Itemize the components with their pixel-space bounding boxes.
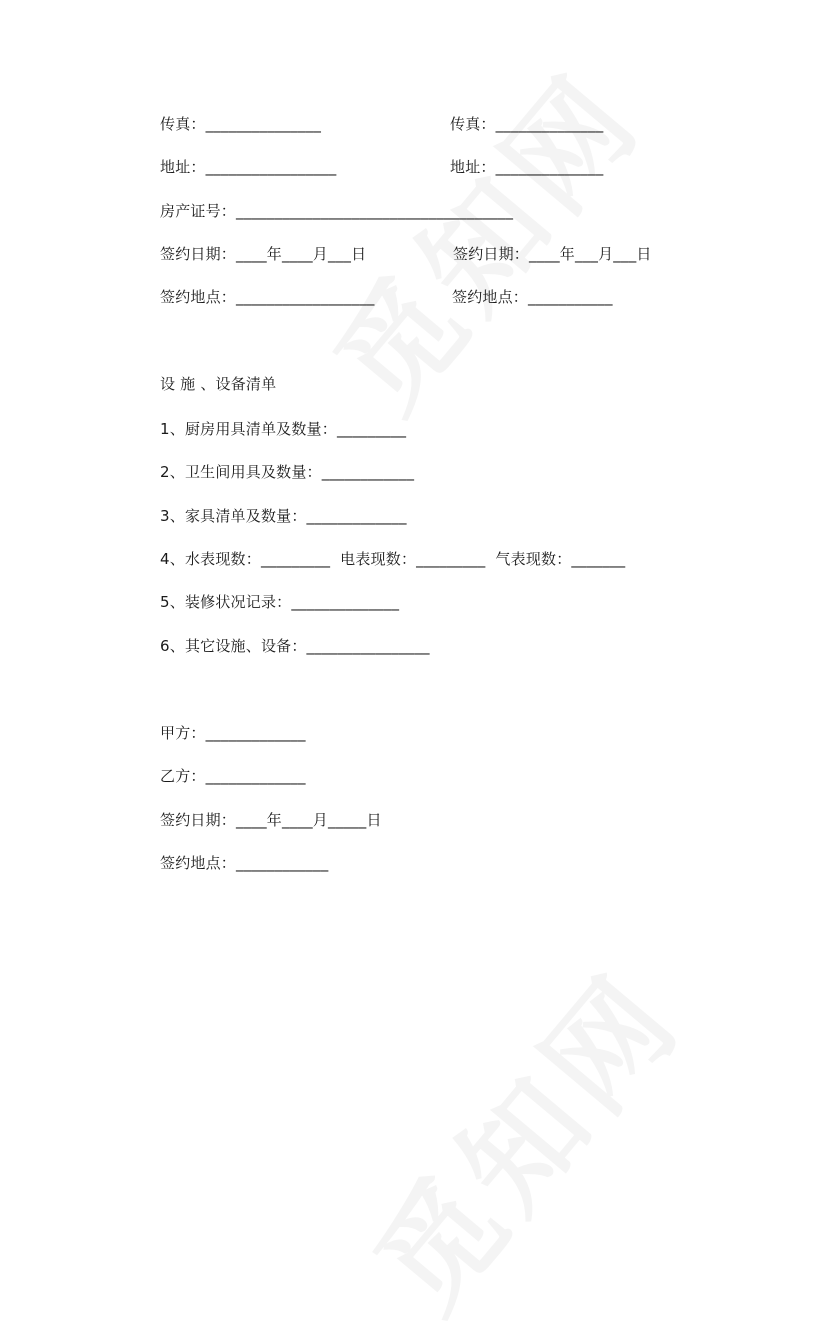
address-field-right: 地址：______________: [450, 158, 604, 176]
facility-item: 3、家具清单及数量：_____________: [160, 507, 407, 525]
facility-item: 2、卫生间用具及数量：____________: [160, 463, 415, 481]
sign-date-right: 签约日期：____年___月___日: [453, 245, 652, 263]
sign-date-left: 签约日期：____年____月___日: [160, 245, 367, 263]
facility-item: 6、其它设施、设备：________________: [160, 637, 430, 655]
final-sign-date: 签约日期：____年____月_____日: [160, 811, 382, 829]
party-b-field: 乙方：_____________: [160, 767, 306, 785]
facilities-heading: 设 施 、设备清单: [160, 375, 277, 393]
fax-field-right: 传真：______________: [450, 115, 604, 133]
sign-place-right: 签约地点：___________: [452, 288, 613, 306]
property-cert-field: 房产证号：____________________________________: [160, 202, 514, 220]
address-field-left: 地址：_________________: [160, 158, 337, 176]
watermark-bottom: [330, 931, 712, 1340]
facility-item: 5、装修状况记录：______________: [160, 593, 400, 611]
party-a-field: 甲方：_____________: [160, 724, 306, 742]
facility-item: 4、水表现数：_________ 电表现数：_________ 气表现数：_______: [160, 550, 626, 568]
fax-field-left: 传真：_______________: [160, 115, 322, 133]
final-sign-place: 签约地点：____________: [160, 854, 329, 872]
facility-item: 1、厨房用具清单及数量：_________: [160, 420, 407, 438]
sign-place-left: 签约地点：__________________: [160, 288, 375, 306]
watermark: [290, 31, 672, 440]
